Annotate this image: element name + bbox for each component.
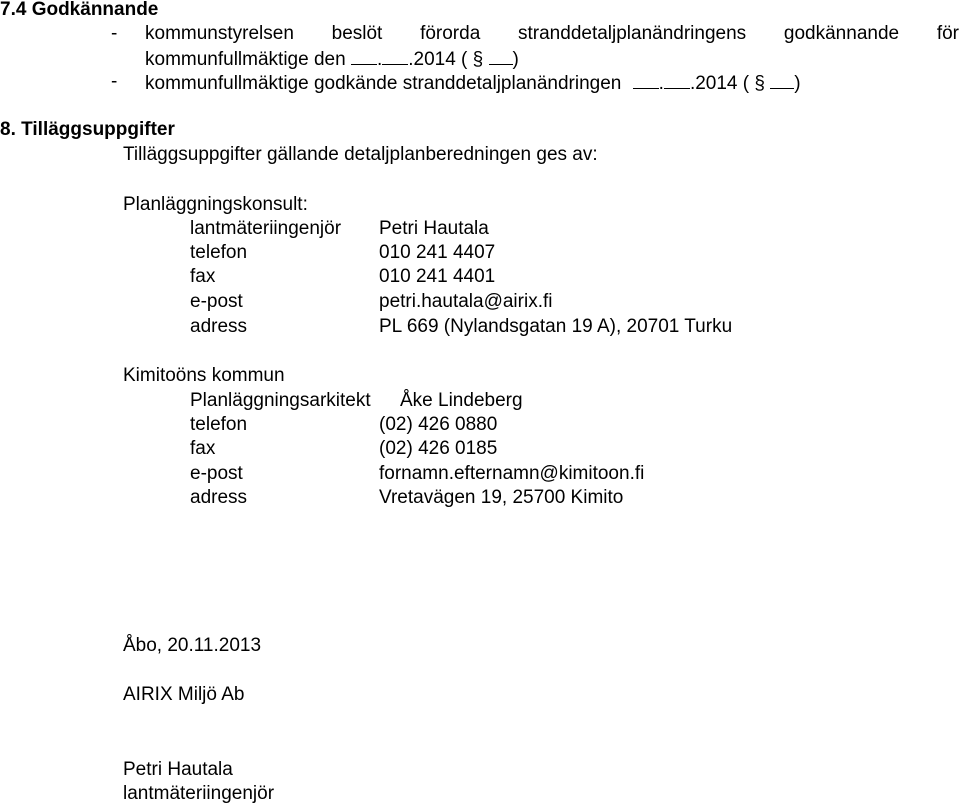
contact-value: Åke Lindeberg — [400, 390, 523, 411]
contact-label: e-post — [190, 463, 243, 484]
month-blank — [382, 46, 408, 65]
contact-label: fax — [190, 438, 216, 459]
date-dot: . — [658, 73, 664, 94]
month-blank — [664, 70, 690, 89]
contact-value: fornamn.efternamn@kimitoon.fi — [379, 463, 645, 484]
approval-item-1-line2 — [145, 46, 519, 72]
date-blank — [351, 46, 377, 65]
section-number-blank — [770, 70, 794, 89]
contact-value: PL 669 (Nylandsgatan 19 A), 20701 Turku — [379, 316, 733, 337]
section-number-blank — [489, 46, 513, 65]
contact-label: adress — [190, 487, 248, 508]
list-dash: - — [111, 71, 118, 92]
place-date: Åbo, 20.11.2013 — [123, 635, 262, 656]
contact-value: 010 241 4401 — [379, 266, 496, 287]
approval-item-1-prefix: kommunfullmäktige den — [145, 49, 346, 70]
contact-value: 010 241 4407 — [379, 242, 496, 263]
section-sign: § — [472, 49, 484, 70]
contact-value: Vretavägen 19, 25700 Kimito — [379, 487, 624, 508]
contact-label: Planläggningsarkitekt — [190, 390, 371, 411]
additional-info-intro: Tilläggsuppgifter gällande detaljplanberedningen ges av: — [123, 144, 598, 165]
contact-label: telefon — [190, 414, 248, 435]
date-dot: . — [376, 49, 383, 70]
contact-value: petri.hautala@airix.fi — [379, 291, 553, 312]
approval-item-2-text: kommunfullmäktige godkände stranddetaljplanändringen — [145, 73, 622, 94]
contact-value: Petri Hautala — [379, 218, 489, 239]
contact-label: e-post — [190, 291, 243, 312]
signatory-name: Petri Hautala — [123, 759, 233, 780]
company-name: AIRIX Miljö Ab — [123, 684, 245, 705]
signatory-title: lantmäteriingenjör — [123, 783, 275, 804]
section-sign: § — [754, 73, 765, 94]
contact-value: (02) 426 0880 — [379, 414, 498, 435]
list-dash: - — [111, 23, 118, 44]
paren-close: ) — [794, 73, 801, 94]
section-heading-additional-info: 8. Tilläggsuppgifter — [0, 119, 175, 140]
year-text: .2014 ( — [689, 73, 750, 94]
approval-item-1-line1: kommunstyrelsen beslöt förorda stranddetaljplanändringens godkännande för — [145, 23, 959, 44]
approval-item-2 — [145, 70, 801, 96]
contact-label: fax — [190, 266, 216, 287]
municipality-title: Kimitoöns kommun — [123, 365, 285, 386]
contact-label: adress — [190, 316, 248, 337]
contact-value: (02) 426 0185 — [379, 438, 498, 459]
paren-close: ) — [512, 49, 519, 70]
section-heading-approval: 7.4 Godkännande — [0, 0, 159, 20]
consultant-title: Planläggningskonsult: — [123, 194, 308, 215]
year-text: .2014 ( — [408, 49, 468, 70]
contact-label: telefon — [190, 242, 248, 263]
contact-label: lantmäteriingenjör — [190, 218, 342, 239]
date-blank — [633, 70, 659, 89]
